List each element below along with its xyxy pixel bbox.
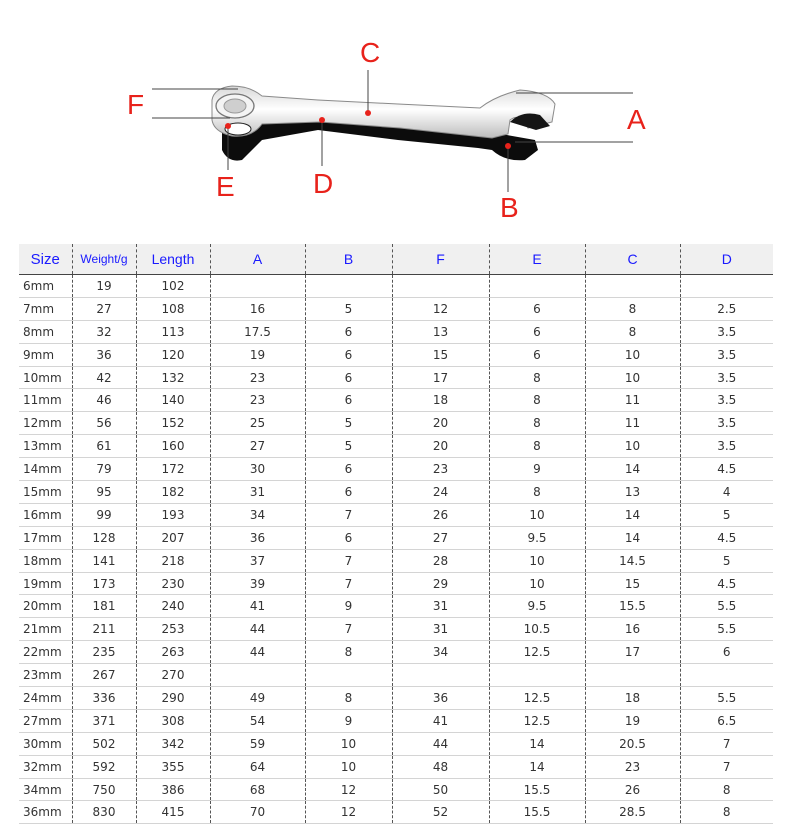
cell-a: 64 [210,755,305,778]
marker-d [319,117,325,123]
cell-f [392,275,489,298]
cell-e: 10 [489,503,585,526]
cell-f: 48 [392,755,489,778]
cell-weight: 502 [72,732,136,755]
cell-a: 36 [210,526,305,549]
cell-weight: 42 [72,366,136,389]
cell-weight: 267 [72,664,136,687]
cell-size: 6mm [19,275,72,298]
cell-weight: 128 [72,526,136,549]
cell-size: 22mm [19,641,72,664]
cell-d: 7 [680,732,773,755]
cell-f: 41 [392,709,489,732]
cell-length: 182 [136,481,210,504]
cell-weight: 750 [72,778,136,801]
cell-a: 31 [210,481,305,504]
cell-b: 6 [305,366,392,389]
cell-f: 31 [392,595,489,618]
cell-d [680,275,773,298]
cell-size: 12mm [19,412,72,435]
cell-c: 28.5 [585,801,680,824]
cell-e: 8 [489,389,585,412]
table-row [19,366,773,389]
cell-length: 132 [136,366,210,389]
cell-b: 12 [305,778,392,801]
cell-e: 12.5 [489,709,585,732]
cell-e: 10.5 [489,618,585,641]
cell-length: 207 [136,526,210,549]
cell-d: 3.5 [680,320,773,343]
cell-d: 5 [680,503,773,526]
cell-length: 308 [136,709,210,732]
cell-a: 25 [210,412,305,435]
cell-a: 59 [210,732,305,755]
cell-a: 37 [210,549,305,572]
cell-size: 15mm [19,481,72,504]
cell-length: 240 [136,595,210,618]
cell-weight: 19 [72,275,136,298]
cell-length: 253 [136,618,210,641]
cell-b: 5 [305,297,392,320]
cell-size: 7mm [19,297,72,320]
wrench-diagram [0,0,800,240]
cell-b: 10 [305,732,392,755]
cell-b: 8 [305,641,392,664]
cell-e: 6 [489,297,585,320]
cell-size: 16mm [19,503,72,526]
cell-e: 10 [489,549,585,572]
cell-length: 263 [136,641,210,664]
cell-a: 19 [210,343,305,366]
header-length: Length [136,244,210,275]
cell-weight: 79 [72,458,136,481]
cell-e: 14 [489,755,585,778]
cell-b: 5 [305,435,392,458]
cell-f: 52 [392,801,489,824]
cell-d: 6 [680,641,773,664]
cell-length: 218 [136,549,210,572]
cell-weight: 592 [72,755,136,778]
cell-b: 6 [305,389,392,412]
cell-size: 14mm [19,458,72,481]
table-row [19,664,773,687]
cell-weight: 235 [72,641,136,664]
header-b: B [305,244,392,275]
cell-length: 113 [136,320,210,343]
table-row [19,526,773,549]
cell-b: 7 [305,549,392,572]
cell-f: 36 [392,687,489,710]
cell-size: 8mm [19,320,72,343]
cell-a: 30 [210,458,305,481]
cell-c: 14 [585,458,680,481]
cell-c: 18 [585,687,680,710]
cell-length: 152 [136,412,210,435]
cell-length: 386 [136,778,210,801]
cell-c: 17 [585,641,680,664]
cell-weight: 95 [72,481,136,504]
cell-d: 7 [680,755,773,778]
cell-f: 13 [392,320,489,343]
cell-c: 14.5 [585,549,680,572]
cell-d: 5 [680,549,773,572]
cell-size: 36mm [19,801,72,824]
cell-c: 10 [585,435,680,458]
cell-d: 5.5 [680,595,773,618]
cell-e: 8 [489,366,585,389]
cell-e: 8 [489,481,585,504]
table-row [19,458,773,481]
cell-weight: 32 [72,320,136,343]
cell-size: 9mm [19,343,72,366]
cell-weight: 336 [72,687,136,710]
label-e: E [216,171,235,202]
table-row [19,778,773,801]
cell-a: 54 [210,709,305,732]
cell-length: 172 [136,458,210,481]
table-row [19,481,773,504]
cell-weight: 211 [72,618,136,641]
cell-weight: 27 [72,297,136,320]
cell-size: 34mm [19,778,72,801]
cell-size: 17mm [19,526,72,549]
header-a: A [210,244,305,275]
header-c: C [585,244,680,275]
cell-weight: 830 [72,801,136,824]
cell-b [305,664,392,687]
table-row [19,801,773,824]
cell-e: 12.5 [489,687,585,710]
cell-e: 15.5 [489,801,585,824]
cell-c: 26 [585,778,680,801]
cell-size: 10mm [19,366,72,389]
cell-d: 3.5 [680,412,773,435]
table-row [19,709,773,732]
cell-f: 18 [392,389,489,412]
table-row [19,641,773,664]
cell-d [680,664,773,687]
wrench-illustration [212,86,555,161]
cell-c: 19 [585,709,680,732]
header-e: E [489,244,585,275]
cell-a: 70 [210,801,305,824]
cell-size: 13mm [19,435,72,458]
cell-size: 23mm [19,664,72,687]
cell-f: 27 [392,526,489,549]
marker-e [225,123,231,129]
cell-f: 50 [392,778,489,801]
cell-b: 6 [305,458,392,481]
cell-a: 17.5 [210,320,305,343]
cell-d: 5.5 [680,687,773,710]
cell-e: 9 [489,458,585,481]
cell-size: 19mm [19,572,72,595]
cell-size: 20mm [19,595,72,618]
cell-f: 15 [392,343,489,366]
cell-c: 11 [585,412,680,435]
cell-length: 140 [136,389,210,412]
cell-weight: 173 [72,572,136,595]
cell-c: 8 [585,320,680,343]
table-row [19,320,773,343]
table-row [19,572,773,595]
cell-f: 29 [392,572,489,595]
cell-b: 7 [305,572,392,595]
cell-e: 9.5 [489,526,585,549]
cell-f: 12 [392,297,489,320]
cell-f: 20 [392,412,489,435]
cell-weight: 46 [72,389,136,412]
cell-f: 20 [392,435,489,458]
table-row [19,389,773,412]
cell-b: 7 [305,618,392,641]
cell-length: 193 [136,503,210,526]
cell-b: 9 [305,595,392,618]
cell-c: 15 [585,572,680,595]
cell-length: 270 [136,664,210,687]
cell-d: 3.5 [680,366,773,389]
cell-f: 34 [392,641,489,664]
table-header [19,244,773,275]
cell-weight: 141 [72,549,136,572]
cell-weight: 371 [72,709,136,732]
table-row [19,275,773,298]
cell-c: 15.5 [585,595,680,618]
label-b: B [500,192,519,223]
cell-c: 8 [585,297,680,320]
cell-length: 120 [136,343,210,366]
cell-size: 30mm [19,732,72,755]
cell-a: 27 [210,435,305,458]
cell-length: 355 [136,755,210,778]
table-row [19,412,773,435]
cell-c: 11 [585,389,680,412]
cell-d: 4.5 [680,458,773,481]
label-d: D [313,168,334,199]
cell-d: 6.5 [680,709,773,732]
cell-a: 34 [210,503,305,526]
cell-b: 12 [305,801,392,824]
cell-a [210,664,305,687]
cell-e: 8 [489,435,585,458]
table-row [19,549,773,572]
label-a: A [627,104,646,135]
table-row [19,595,773,618]
table-row [19,503,773,526]
cell-b: 6 [305,481,392,504]
cell-f: 31 [392,618,489,641]
cell-e: 8 [489,412,585,435]
cell-e: 6 [489,343,585,366]
cell-f: 24 [392,481,489,504]
cell-d: 4.5 [680,526,773,549]
cell-e: 6 [489,320,585,343]
header-f: F [392,244,489,275]
cell-weight: 181 [72,595,136,618]
size-spec-table [19,244,773,824]
header-d: D [680,244,773,275]
cell-e: 15.5 [489,778,585,801]
cell-weight: 36 [72,343,136,366]
cell-size: 18mm [19,549,72,572]
cell-b: 10 [305,755,392,778]
cell-size: 27mm [19,709,72,732]
cell-b: 8 [305,687,392,710]
cell-a: 41 [210,595,305,618]
cell-e [489,275,585,298]
label-c: C [360,37,381,68]
cell-b: 6 [305,320,392,343]
cell-c: 14 [585,526,680,549]
cell-f: 44 [392,732,489,755]
cell-a: 68 [210,778,305,801]
cell-c [585,664,680,687]
cell-c: 23 [585,755,680,778]
table-row [19,732,773,755]
cell-c: 10 [585,343,680,366]
table-row [19,687,773,710]
cell-a: 44 [210,641,305,664]
marker-c [365,110,371,116]
cell-c: 13 [585,481,680,504]
cell-b: 9 [305,709,392,732]
cell-d: 5.5 [680,618,773,641]
cell-b [305,275,392,298]
cell-size: 32mm [19,755,72,778]
cell-f: 23 [392,458,489,481]
cell-length: 342 [136,732,210,755]
cell-size: 11mm [19,389,72,412]
cell-c: 16 [585,618,680,641]
cell-e: 12.5 [489,641,585,664]
cell-d: 4 [680,481,773,504]
cell-e: 10 [489,572,585,595]
cell-a: 23 [210,366,305,389]
cell-c [585,275,680,298]
cell-length: 290 [136,687,210,710]
cell-e: 9.5 [489,595,585,618]
table-row [19,755,773,778]
cell-d: 2.5 [680,297,773,320]
cell-c: 14 [585,503,680,526]
cell-length: 160 [136,435,210,458]
cell-length: 102 [136,275,210,298]
cell-b: 6 [305,526,392,549]
cell-length: 415 [136,801,210,824]
cell-d: 3.5 [680,343,773,366]
cell-length: 230 [136,572,210,595]
cell-d: 4.5 [680,572,773,595]
cell-a: 16 [210,297,305,320]
header-size: Size [19,244,72,275]
cell-weight: 56 [72,412,136,435]
cell-f: 26 [392,503,489,526]
cell-length: 108 [136,297,210,320]
cell-a: 49 [210,687,305,710]
cell-a [210,275,305,298]
table-row [19,435,773,458]
table-row [19,343,773,366]
cell-d: 8 [680,801,773,824]
cell-d: 3.5 [680,435,773,458]
cell-e [489,664,585,687]
marker-b [505,143,511,149]
cell-a: 23 [210,389,305,412]
cell-b: 6 [305,343,392,366]
cell-a: 39 [210,572,305,595]
table-row [19,618,773,641]
cell-size: 21mm [19,618,72,641]
header-weight: Weight/g [72,244,136,275]
table-row [19,297,773,320]
cell-f: 17 [392,366,489,389]
cell-d: 8 [680,778,773,801]
cell-b: 5 [305,412,392,435]
cell-d: 3.5 [680,389,773,412]
cell-size: 24mm [19,687,72,710]
cell-weight: 99 [72,503,136,526]
cell-f [392,664,489,687]
cell-a: 44 [210,618,305,641]
cell-f: 28 [392,549,489,572]
cell-c: 20.5 [585,732,680,755]
cell-b: 7 [305,503,392,526]
cell-c: 10 [585,366,680,389]
label-f: F [127,89,145,120]
cell-weight: 61 [72,435,136,458]
table-body [19,275,773,824]
cell-e: 14 [489,732,585,755]
